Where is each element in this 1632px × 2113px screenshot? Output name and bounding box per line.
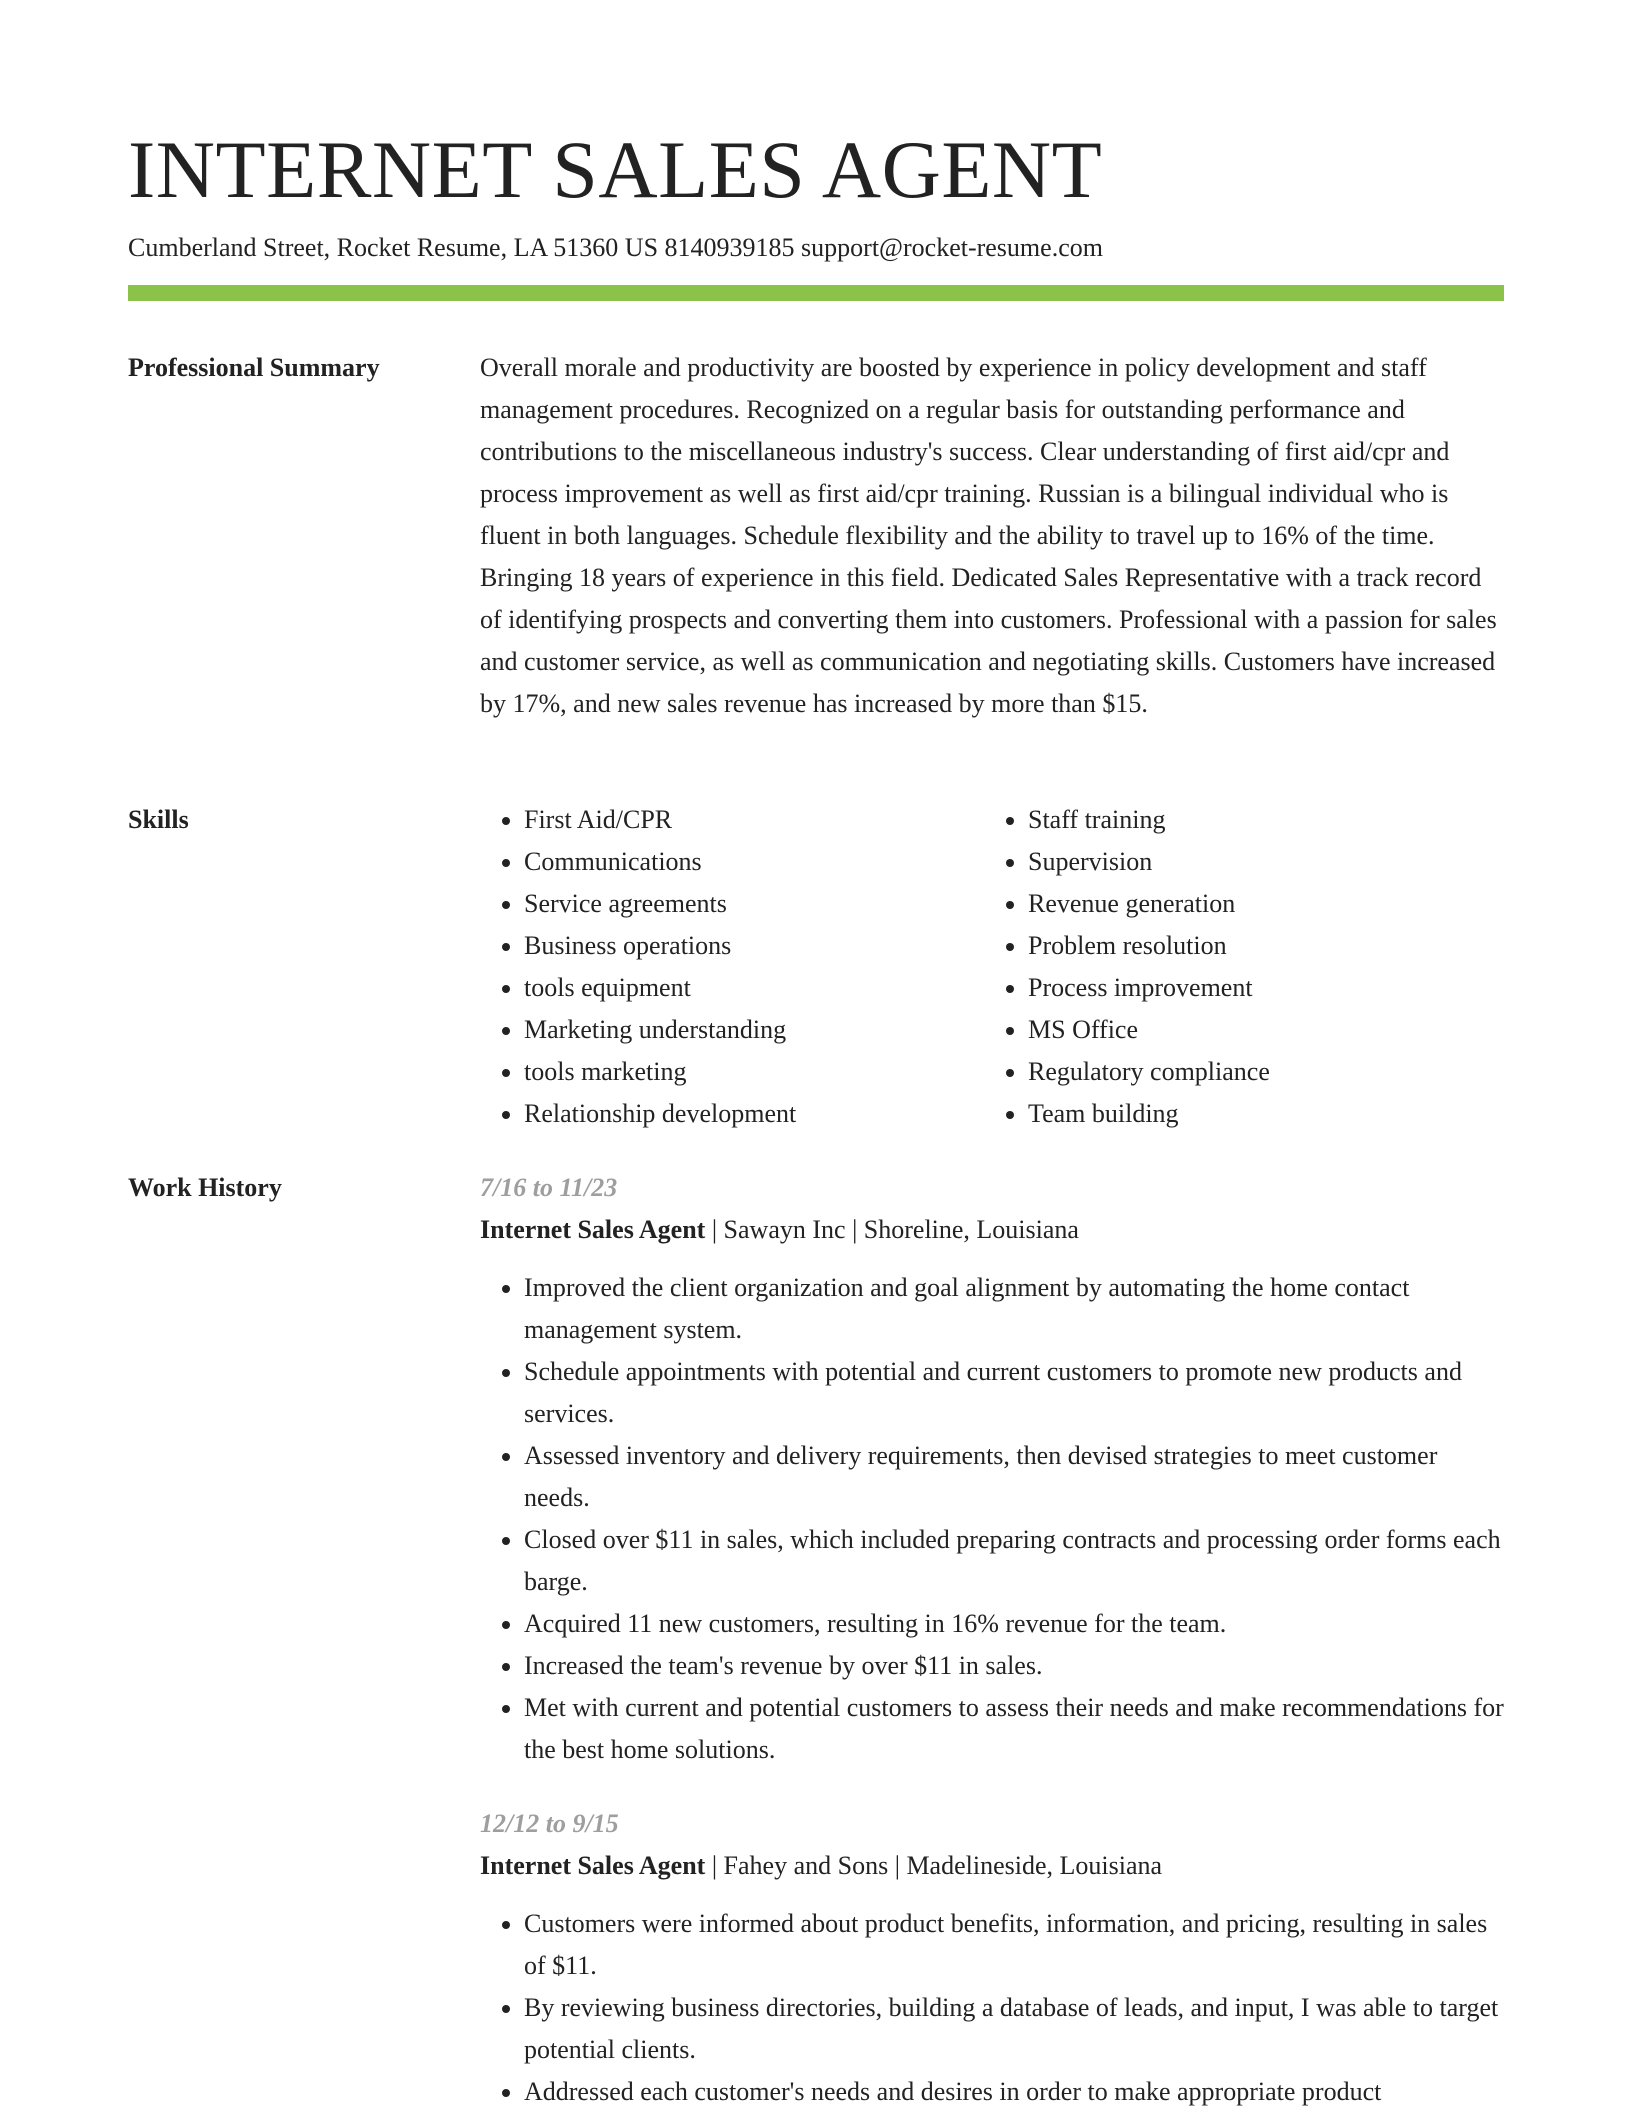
contact-email: support@rocket-resume.com xyxy=(801,233,1103,262)
skill-item: • Staff training xyxy=(1028,799,1488,841)
job-bullet: • Increased the team's revenue by over $11 in sales. xyxy=(524,1645,1504,1687)
job-separator: | xyxy=(852,1215,864,1244)
job-bullet: • Closed over $11 in sales, which included preparing contracts and processing order forms each barge. xyxy=(524,1519,1504,1603)
skills-columns xyxy=(480,799,1504,1135)
job-title: Internet Sales Agent xyxy=(480,1851,706,1880)
job-heading xyxy=(480,1845,1504,1887)
job-bullets xyxy=(480,1267,1504,1771)
job-company: Fahey and Sons xyxy=(723,1851,889,1880)
job-bullet: • By reviewing business directories, building a database of leads, and input, I was able to target potential clients. xyxy=(524,1987,1504,2071)
job-bullet: • Schedule appointments with potential and current customers to promote new products and services. xyxy=(524,1351,1504,1435)
skill-item: • tools equipment xyxy=(524,967,984,1009)
summary-heading: Professional Summary xyxy=(128,353,380,382)
job-location: Shoreline, Louisiana xyxy=(863,1215,1079,1244)
job-bullet: • Met with current and potential customers to assess their needs and make recommendations for the best home solutions. xyxy=(524,1687,1504,1771)
skill-item: • Communications xyxy=(524,841,984,883)
job-bullets xyxy=(480,1903,1504,2113)
job-bullet: • Addressed each customer's needs and desires in order to make appropriate product xyxy=(524,2071,1504,2113)
job-entry xyxy=(480,1167,1504,1771)
skill-item: • First Aid/CPR xyxy=(524,799,984,841)
summary-section xyxy=(128,347,1504,725)
accent-divider xyxy=(128,285,1504,301)
skill-item: • Revenue generation xyxy=(1028,883,1488,925)
skill-item: • tools marketing xyxy=(524,1051,984,1093)
summary-body xyxy=(480,347,1504,725)
skill-item: • Relationship development xyxy=(524,1093,984,1135)
job-title: Internet Sales Agent xyxy=(480,1215,706,1244)
work-history-body xyxy=(480,1167,1504,2113)
job-heading xyxy=(480,1209,1504,1251)
work-history-section xyxy=(128,1167,1504,2113)
skill-item: • Process improvement xyxy=(1028,967,1488,1009)
skills-heading: Skills xyxy=(128,805,189,834)
skill-item: • Marketing understanding xyxy=(524,1009,984,1051)
job-dates: 7/16 to 11/23 xyxy=(480,1173,618,1202)
job-location: Madelineside, Louisiana xyxy=(906,1851,1163,1880)
job-bullet: • Acquired 11 new customers, resulting in 16% revenue for the team. xyxy=(524,1603,1504,1645)
work-history-heading: Work History xyxy=(128,1173,282,1202)
summary-text: Overall morale and productivity are boosted by experience in policy development and staff management procedures. Recognized on a regular basis for outstanding performance and contributions to the miscellaneous industry's success. Clear understanding of first aid/cpr and process improvement as well as first aid/cpr training. Russian is a bilingual individual who is fluent in both languages. Schedule flexibility and the ability to travel up to 16% of the time. Bringing 18 years of experience in this field. Dedicated Sales Representative with a track record of identifying prospects and converting them into customers. Professional with a passion for sales and customer service, as well as communication and negotiating skills. Customers have increased by 17%, and new sales revenue has increased by more than $15. xyxy=(480,353,1497,718)
skill-item: • Problem resolution xyxy=(1028,925,1488,967)
job-company: Sawayn Inc xyxy=(723,1215,846,1244)
skill-item: • Service agreements xyxy=(524,883,984,925)
job-bullet: • Customers were informed about product benefits, information, and pricing, resulting in sales of $11. xyxy=(524,1903,1504,1987)
skill-item: • MS Office xyxy=(1028,1009,1488,1051)
resume-header xyxy=(128,120,1504,266)
skill-item: • Team building xyxy=(1028,1093,1488,1135)
skill-item: • Business operations xyxy=(524,925,984,967)
skill-item: • Supervision xyxy=(1028,841,1488,883)
job-separator: | xyxy=(711,1851,724,1880)
contact-address: Cumberland Street, Rocket Resume, LA 51360 US xyxy=(128,233,659,262)
contact-line xyxy=(128,230,1504,266)
job-bullet: • Improved the client organization and goal alignment by automating the home contact management system. xyxy=(524,1267,1504,1351)
job-entry xyxy=(480,1803,1504,2113)
job-dates: 12/12 to 9/15 xyxy=(480,1809,619,1838)
skills-list-left xyxy=(480,799,984,1135)
skills-section xyxy=(128,799,1504,1135)
job-separator: | xyxy=(894,1851,907,1880)
contact-phone: 8140939185 xyxy=(664,233,795,262)
skills-list-right xyxy=(984,799,1488,1135)
candidate-title: INTERNET SALES AGENT xyxy=(128,124,1103,215)
skill-item: • Regulatory compliance xyxy=(1028,1051,1488,1093)
skills-body xyxy=(480,799,1504,1135)
job-separator: | xyxy=(711,1215,724,1244)
job-bullet: • Assessed inventory and delivery requirements, then devised strategies to meet customer needs. xyxy=(524,1435,1504,1519)
